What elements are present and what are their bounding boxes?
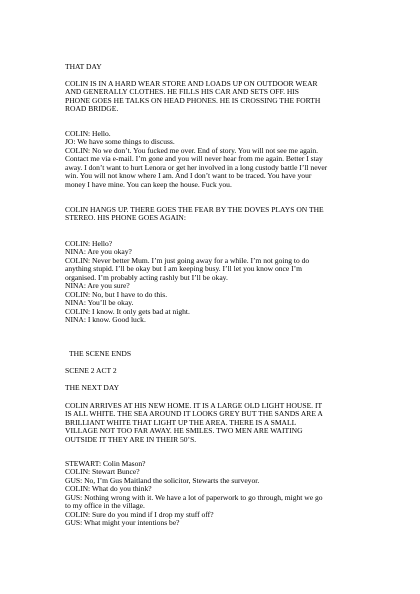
dialogue-line: COLIN: I know. It only gets bad at night. (65, 306, 190, 316)
stage-direction-lighthouse (65, 402, 365, 444)
text-line: BRILLIANT WHITE THAT LIGHT UP THE AREA. THERE IS A SMALL (65, 417, 297, 427)
scene-ends (65, 350, 365, 358)
text-line: COLIN HANGS UP. THERE GOES THE FEAR BY THE DOVES PLAYS ON THE (65, 205, 324, 214)
dialogue-line: NINA: Are you okay? (65, 247, 132, 257)
dialogue-line: JO: We have some things to discuss. (65, 137, 175, 147)
text-line: STEREO. HIS PHONE GOES AGAIN: (65, 213, 186, 223)
scene-number-heading (65, 367, 365, 375)
dialogue-line: COLIN: Never better Mum. I’m just going away for a while. I’m not going to do (65, 255, 310, 265)
dialogue-line: to my office in the village. (65, 501, 145, 511)
dialogue-line: NINA: You’ll be okay. (65, 298, 134, 308)
dialogue-line: money I have mine. You can keep the house. Fuck you. (65, 179, 232, 189)
dialogue-line: GUS: No, I’m Gus Maitland the solicitor, Stewarts the surveyor. (65, 475, 260, 485)
text-line: ROAD BRIDGE. (65, 104, 119, 114)
dialogue-line: win. You will not know where I am. And I don’t want to be traced. You have your (65, 171, 312, 181)
dialogue-line: COLIN: Hello? (65, 239, 113, 248)
dialogue-line: GUS: Nothing wrong with it. We have a lot of paperwork to go through, might we go (65, 492, 323, 502)
dialogue-line: COLIN: Hello. (65, 129, 111, 138)
text-line: COLIN IS IN A HARD WEAR STORE AND LOADS UP ON OUTDOOR WEAR (65, 79, 318, 88)
dialogue-line: GUS: What might your intentions be? (65, 518, 180, 528)
dialogue-line: COLIN: No we don’t. You fucked me over. End of story. You will not see me again. (65, 145, 319, 155)
text-line: IS ALL WHITE. THE SEA AROUND IT LOOKS GREY BUT THE SANDS ARE A (65, 409, 323, 419)
scene-heading-that-day (65, 63, 365, 71)
text-line: VILLAGE NOT TOO FAR AWAY. HE SMILES. TWO MEN ARE WAITING (65, 426, 303, 436)
dialogue-line: Contact me via e-mail. I’m gone and you will never hear from me again. Better I stay (65, 154, 323, 164)
dialogue-stewart-gus-colin (65, 460, 365, 528)
dialogue-colin-jo (65, 130, 365, 189)
dialogue-line: COLIN: Stewart Bunce? (65, 467, 140, 477)
text-line: COLIN ARRIVES AT HIS NEW HOME. IT IS A LARGE OLD LIGHT HOUSE. IT (65, 401, 323, 410)
dialogue-line: away. I don’t want to hurt Lenora or get her involved in a long custody battle I’ll never (65, 162, 328, 172)
dialogue-line: anything stupid. I’ll be okay but I am keeping busy. I’ll let you know once I’m (65, 264, 302, 274)
dialogue-line: COLIN: Sure do you mind if I drop my stuff off? (65, 509, 214, 519)
text-line: PHONE GOES HE TALKS ON HEAD PHONES. HE IS CROSSING THE FORTH (65, 95, 321, 105)
dialogue-line: COLIN: What do you think? (65, 484, 152, 494)
stage-direction-hardware-store (65, 80, 365, 114)
dialogue-line: STEWART: Colin Mason? (65, 459, 146, 468)
text-line: THAT DAY (65, 62, 102, 71)
text-line: SCENE 2 ACT 2 (65, 366, 117, 375)
scene-heading-next-day (65, 384, 365, 392)
dialogue-line: NINA: I know. Good luck. (65, 315, 146, 325)
text-line: OUTSIDE IT THEY ARE IN THEIR 50’S. (65, 434, 197, 444)
dialogue-line: COLIN: No, but I have to do this. (65, 289, 168, 299)
dialogue-line: NINA: Are you sure? (65, 281, 130, 291)
dialogue-colin-nina (65, 240, 365, 325)
text-line: THE SCENE ENDS (69, 349, 132, 358)
text-line: THE NEXT DAY (65, 383, 120, 392)
dialogue-line: organised. I’m probably acting rashly but I’ll be okay. (65, 272, 228, 282)
text-line: AND GENERALLY CLOTHES. HE FILLS HIS CAR AND SETS OFF. HIS (65, 87, 300, 97)
stage-direction-hangs-up (65, 206, 365, 223)
